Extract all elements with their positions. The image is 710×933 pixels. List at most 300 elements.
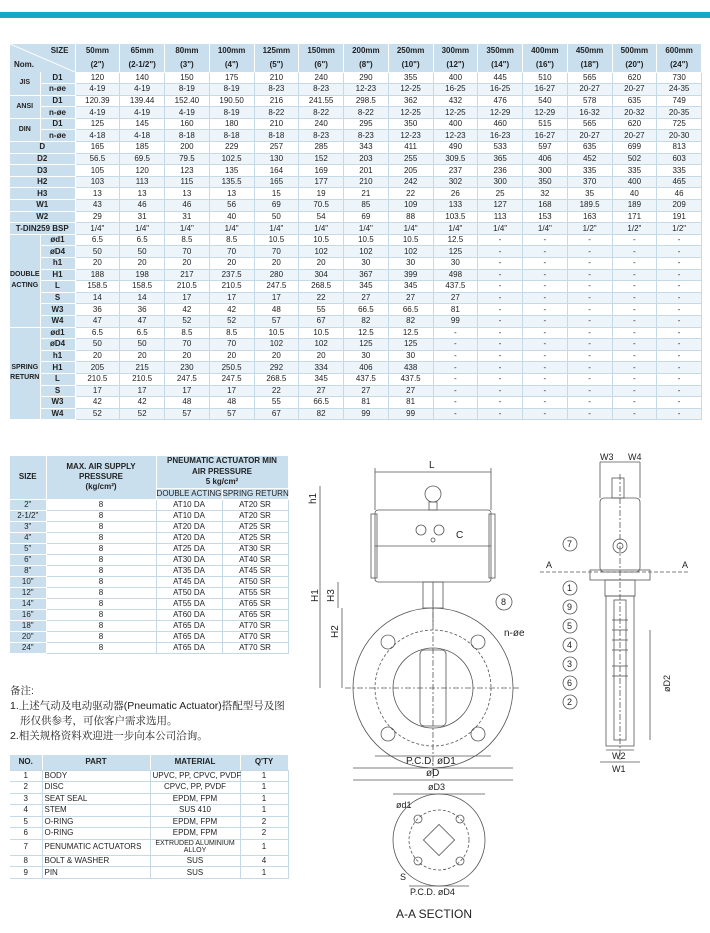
dimension-cell: 247.5 — [254, 281, 299, 293]
size-nom-header — [10, 44, 75, 72]
dimension-cell: - — [657, 315, 702, 327]
act-spring-header: SPRING RETURN — [222, 488, 289, 498]
parts-part-cell: O-RING — [42, 816, 150, 828]
dimension-cell: 603 — [657, 153, 702, 165]
dimension-cell: 36 — [120, 304, 165, 316]
row-group-label: SPRING RETURN — [10, 327, 40, 420]
dimension-cell: 749 — [657, 95, 702, 107]
dimension-cell: 85 — [344, 200, 389, 212]
dimension-cell: 813 — [657, 142, 702, 154]
parts-material-cell: EXTRUDED ALUMINIUM ALLOY — [150, 839, 240, 855]
actuator-pressure-cell: 8 — [46, 587, 156, 598]
dimension-cell: - — [567, 397, 612, 409]
dimension-cell: 438 — [388, 362, 433, 374]
dimension-cell: 46 — [165, 200, 210, 212]
actuator-size-cell: 5" — [10, 543, 46, 554]
dimension-cell: 66.5 — [299, 397, 344, 409]
dimension-cell: 103.5 — [433, 211, 478, 223]
actuator-da-cell: AT65 DA — [156, 620, 222, 631]
dimension-row — [10, 130, 702, 142]
callout-4: 4 — [567, 640, 573, 650]
dimension-cell: - — [612, 397, 657, 409]
nom-header: Nom. — [14, 60, 34, 69]
dimension-cell: 30 — [388, 350, 433, 362]
section-A-left: A — [546, 560, 553, 570]
dimension-cell: 4-19 — [75, 107, 120, 119]
dimension-cell: 400 — [612, 176, 657, 188]
dimension-cell: 103 — [75, 176, 120, 188]
actuator-size-cell: 14" — [10, 598, 46, 609]
act-actuator-header — [156, 456, 288, 488]
size-mm-header: 450mm — [567, 44, 612, 58]
dimension-row — [10, 281, 702, 293]
dimension-cell: 20 — [165, 350, 210, 362]
dimension-row — [10, 269, 702, 281]
dimension-cell: 120.39 — [75, 95, 120, 107]
side-shaft-top — [612, 478, 624, 498]
dimension-cell: - — [612, 362, 657, 374]
actuator-size-cell: 3" — [10, 521, 46, 532]
dim-L: L — [429, 460, 435, 471]
dimension-cell: 69.5 — [120, 153, 165, 165]
row-label: S — [40, 385, 75, 397]
dimension-cell: - — [657, 292, 702, 304]
dimension-cell: - — [567, 234, 612, 246]
dimension-cell: - — [523, 362, 568, 374]
dimension-cell: 43 — [75, 200, 120, 212]
dimension-cell: 8-23 — [254, 84, 299, 96]
actuator-sr-cell: AT65 SR — [222, 609, 288, 620]
dimension-cell: - — [612, 350, 657, 362]
dimension-cell: 540 — [523, 95, 568, 107]
dimension-cell: 620 — [612, 118, 657, 130]
dimension-cell: - — [657, 385, 702, 397]
size-mm-header: 150mm — [299, 44, 344, 58]
dimension-row — [10, 408, 702, 420]
note-1: 1.上述气动及电动驱动器(Pneumatic Actuator)搭配型号及图 — [10, 699, 285, 712]
dimension-cell: - — [478, 315, 523, 327]
parts-no-cell: 7 — [10, 839, 42, 855]
dimension-cell: 406 — [344, 362, 389, 374]
size-in-header: (8") — [344, 58, 389, 72]
dimension-cell: 8-23 — [299, 84, 344, 96]
dimension-cell: 209 — [657, 200, 702, 212]
dimension-cell: 452 — [567, 153, 612, 165]
dimension-cell: 81 — [344, 397, 389, 409]
dimension-cell: - — [523, 397, 568, 409]
dimension-cell: 8-19 — [209, 84, 254, 96]
parts-material-header: MATERIAL — [150, 755, 240, 770]
dimension-cell: 190.50 — [209, 95, 254, 107]
dimension-cell: 125 — [388, 339, 433, 351]
size-in-header: (4") — [209, 58, 254, 72]
parts-qty-cell: 2 — [240, 816, 288, 828]
parts-no-header: NO. — [10, 755, 42, 770]
dimension-cell: 21 — [344, 188, 389, 200]
dimension-cell: 47 — [120, 315, 165, 327]
parts-part-cell: STEM — [42, 805, 150, 817]
dimension-cell: 406 — [523, 153, 568, 165]
parts-material-cell: SUS — [150, 867, 240, 879]
dimension-cell: 66.5 — [388, 304, 433, 316]
section-title: A-A SECTION — [396, 907, 473, 921]
size-mm-header: 50mm — [75, 44, 120, 58]
act-pressure-header — [46, 456, 156, 499]
dimension-cell: 56 — [209, 200, 254, 212]
dimension-cell: - — [478, 234, 523, 246]
dimension-cell: 370 — [567, 176, 612, 188]
dimension-cell: - — [523, 385, 568, 397]
air-port-left — [416, 525, 426, 535]
dimension-cell: 268.5 — [254, 373, 299, 385]
dimension-cell: 188 — [75, 269, 120, 281]
act-pressure-title: MAX. AIR SUPPLY PRESSURE — [66, 461, 136, 482]
dimension-cell: - — [478, 327, 523, 339]
size-header: SIZE — [50, 46, 69, 55]
size-in-header: (16") — [523, 58, 568, 72]
dimension-cell: 4-19 — [120, 84, 165, 96]
parts-material-cell: SUS 410 — [150, 805, 240, 817]
size-in-header: (2") — [75, 58, 120, 72]
shaft-top — [429, 502, 437, 510]
dimension-cell: 140 — [120, 72, 165, 84]
dimension-cell: 16-23 — [478, 130, 523, 142]
section-view — [393, 782, 485, 921]
parts-row — [10, 782, 288, 794]
actuator-row — [10, 598, 288, 609]
parts-material-cell: EPDM, FPM — [150, 816, 240, 828]
dimension-cell: - — [657, 281, 702, 293]
row-label: H1 — [40, 269, 75, 281]
size-in-header: (12") — [433, 58, 478, 72]
dimension-cell: 16-25 — [478, 84, 523, 96]
actuator-da-cell: AT55 DA — [156, 598, 222, 609]
row-label: W4 — [40, 315, 75, 327]
dimension-cell: 22 — [299, 292, 344, 304]
actuator-size-cell: 10" — [10, 576, 46, 587]
size-in-header: (14") — [478, 58, 523, 72]
actuator-pressure-cell: 8 — [46, 499, 156, 510]
dimension-cell: 1/4" — [165, 223, 210, 235]
dimension-cell: 82 — [388, 315, 433, 327]
dimension-cell: 304 — [299, 269, 344, 281]
dimension-cell: 10.5 — [299, 234, 344, 246]
dimension-cell: 56.5 — [75, 153, 120, 165]
callout-9: 9 — [567, 602, 573, 612]
row-label: n-øe — [40, 130, 75, 142]
dimension-cell: 8-23 — [344, 130, 389, 142]
parts-material-cell: CPVC, PP, PVDF — [150, 782, 240, 794]
dimension-cell: 42 — [209, 304, 254, 316]
dimension-cell: 300 — [478, 176, 523, 188]
dimension-row — [10, 397, 702, 409]
dimension-cell: 445 — [478, 72, 523, 84]
dimension-cell: 620 — [612, 72, 657, 84]
parts-no-cell: 6 — [10, 828, 42, 840]
dimension-row — [10, 200, 702, 212]
dimension-cell: 437.5 — [344, 373, 389, 385]
actuator-sr-cell: AT70 SR — [222, 642, 288, 653]
dimension-cell: - — [478, 362, 523, 374]
dimension-row — [10, 327, 702, 339]
dimension-cell: 335 — [612, 165, 657, 177]
dimension-cell: 597 — [523, 142, 568, 154]
dimension-cell: 12.5 — [433, 234, 478, 246]
dimension-cell: 47 — [75, 315, 120, 327]
row-label: D1 — [40, 95, 75, 107]
dimension-cell: - — [657, 246, 702, 258]
dimension-cell: 8-19 — [165, 84, 210, 96]
dimension-row — [10, 223, 702, 235]
dimension-cell: 50 — [75, 339, 120, 351]
parts-row — [10, 867, 288, 879]
row-label: W3 — [40, 304, 75, 316]
actuator-row — [10, 620, 288, 631]
dimension-cell: 102 — [254, 339, 299, 351]
dimension-cell: 102.5 — [209, 153, 254, 165]
actuator-pressure-cell: 8 — [46, 521, 156, 532]
dimension-cell: 236 — [478, 165, 523, 177]
dimension-cell: 153 — [523, 211, 568, 223]
note-1-cont: 形仅供参考，可依客户需求选用。 — [20, 714, 178, 727]
dimension-cell: 725 — [657, 118, 702, 130]
actuator-size-cell: 2" — [10, 499, 46, 510]
dimension-cell: 130 — [254, 153, 299, 165]
dimension-cell: 12.5 — [388, 327, 433, 339]
dimension-cell: - — [478, 246, 523, 258]
header-accent-bar — [0, 12, 710, 18]
size-mm-header: 350mm — [478, 44, 523, 58]
dimension-cell: 335 — [657, 165, 702, 177]
dimension-cell: 8.5 — [165, 327, 210, 339]
dimension-cell: 201 — [344, 165, 389, 177]
dimension-cell: 46 — [120, 200, 165, 212]
dimension-cell: 290 — [344, 72, 389, 84]
dimension-cell: 82 — [344, 315, 389, 327]
dimension-cell: 40 — [209, 211, 254, 223]
parts-qty-cell: 1 — [240, 867, 288, 879]
dimension-cell: 216 — [254, 95, 299, 107]
dimension-cell: - — [567, 385, 612, 397]
dimension-cell: 16-25 — [433, 84, 478, 96]
actuator-da-cell: AT10 DA — [156, 510, 222, 521]
dimension-cell: - — [523, 292, 568, 304]
size-mm-header: 300mm — [433, 44, 478, 58]
dimension-cell: 198 — [120, 269, 165, 281]
dimension-cell: 350 — [388, 118, 433, 130]
dimension-cell: 35 — [567, 188, 612, 200]
row-label: n-øe — [40, 107, 75, 119]
actuator-sr-cell: AT25 SR — [222, 521, 288, 532]
dimension-cell: 635 — [612, 95, 657, 107]
dimension-cell: 164 — [254, 165, 299, 177]
size-mm-header: 125mm — [254, 44, 299, 58]
dimension-cell: - — [567, 269, 612, 281]
dimension-cell: 13 — [165, 188, 210, 200]
dimension-cell: - — [433, 385, 478, 397]
dim-S: S — [400, 872, 407, 882]
size-in-header: (10") — [388, 58, 433, 72]
actuator-size-cell: 6" — [10, 554, 46, 565]
dimension-cell: 135.5 — [209, 176, 254, 188]
dimension-cell: 36 — [75, 304, 120, 316]
dim-od3: øD3 — [428, 782, 446, 792]
dimension-cell: 298.5 — [344, 95, 389, 107]
dimension-cell: 133 — [433, 200, 478, 212]
dimension-cell: 13 — [120, 188, 165, 200]
dimension-cell: 120 — [120, 165, 165, 177]
dimension-cell: 203 — [344, 153, 389, 165]
parts-material-cell: UPVC, PP, CPVC, PVDF — [150, 770, 240, 782]
dimension-cell: 20-30 — [657, 130, 702, 142]
row-label: h1 — [40, 258, 75, 270]
dimension-cell: 30 — [388, 258, 433, 270]
dimension-cell: 50 — [75, 246, 120, 258]
dimension-row — [10, 258, 702, 270]
size-mm-header: 65mm — [120, 44, 165, 58]
dimension-cell: 515 — [523, 118, 568, 130]
actuator-da-cell: AT20 DA — [156, 532, 222, 543]
dimension-cell: 139.44 — [120, 95, 165, 107]
dimension-cell: 533 — [478, 142, 523, 154]
dimension-cell: 27 — [433, 292, 478, 304]
dimension-cell: 67 — [254, 408, 299, 420]
dimension-cell: 69 — [254, 200, 299, 212]
dimension-cell: 1/2" — [567, 223, 612, 235]
row-label: D2 — [10, 153, 75, 165]
size-mm-header: 600mm — [657, 44, 702, 58]
dimension-cell: - — [478, 350, 523, 362]
dimension-cell: 160 — [165, 118, 210, 130]
row-group-label: JIS — [10, 72, 40, 95]
dimension-cell: 334 — [299, 362, 344, 374]
parts-material-cell: EPDM, FPM — [150, 828, 240, 840]
dimension-cell: 210 — [254, 72, 299, 84]
actuator-pressure-cell: 8 — [46, 598, 156, 609]
dimension-cell: 20 — [120, 350, 165, 362]
dimension-table — [10, 44, 702, 420]
actuator-row — [10, 631, 288, 642]
actuator-pressure-cell: 8 — [46, 609, 156, 620]
dimension-cell: - — [657, 269, 702, 281]
dimension-cell: 362 — [388, 95, 433, 107]
dimension-cell: 12-25 — [388, 84, 433, 96]
dimension-cell: 32 — [523, 188, 568, 200]
act-pressure-unit: (kg/cm²) — [85, 482, 117, 492]
actuator-pressure-cell: 8 — [46, 565, 156, 576]
dimension-cell: - — [523, 350, 568, 362]
dimension-cell: - — [433, 362, 478, 374]
dimension-cell: - — [567, 304, 612, 316]
dimension-cell: 217 — [165, 269, 210, 281]
dimension-cell: 205 — [388, 165, 433, 177]
dimension-cell: 152.40 — [165, 95, 210, 107]
parts-row — [10, 839, 288, 855]
dimension-cell: 1/4" — [75, 223, 120, 235]
dimension-cell: 280 — [254, 269, 299, 281]
dimension-cell: 12-23 — [433, 130, 478, 142]
dimension-cell: 730 — [657, 72, 702, 84]
dimension-cell: 1/4" — [388, 223, 433, 235]
dimension-cell: 165 — [254, 176, 299, 188]
dimension-cell: 19 — [299, 188, 344, 200]
dimension-cell: 20-32 — [612, 107, 657, 119]
parts-qty-cell: 1 — [240, 839, 288, 855]
actuator-pressure-cell: 8 — [46, 532, 156, 543]
dimension-cell: 345 — [388, 281, 433, 293]
dimension-cell: 169 — [299, 165, 344, 177]
dimension-cell: - — [567, 246, 612, 258]
dimension-cell: 66.5 — [344, 304, 389, 316]
dimension-cell: 4-18 — [120, 130, 165, 142]
actuator-da-cell: AT50 DA — [156, 587, 222, 598]
dimension-cell: - — [567, 327, 612, 339]
actuator-sr-cell: AT65 SR — [222, 598, 288, 609]
dimension-cell: 27 — [344, 385, 389, 397]
dimension-cell: 237.5 — [209, 269, 254, 281]
row-label: ød1 — [40, 327, 75, 339]
parts-no-cell: 5 — [10, 816, 42, 828]
dimension-cell: 150 — [165, 72, 210, 84]
act-actuator-title: PNEUMATIC ACTUATOR MIN AIR PRESSURE — [167, 456, 277, 476]
act-actuator-unit: 5 kg/cm² — [205, 476, 239, 486]
actuator-da-cell: AT35 DA — [156, 565, 222, 576]
dimension-cell: - — [523, 258, 568, 270]
dimension-cell: 6.5 — [75, 327, 120, 339]
dimension-cell: 210.5 — [120, 373, 165, 385]
actuator-da-cell: AT10 DA — [156, 499, 222, 510]
dimension-cell: 22 — [254, 385, 299, 397]
dimension-cell: 52 — [120, 408, 165, 420]
actuator-size-cell: 4" — [10, 532, 46, 543]
actuator-sr-cell: AT25 SR — [222, 532, 288, 543]
dimension-cell: 135 — [209, 165, 254, 177]
dimension-cell: 241.55 — [299, 95, 344, 107]
dimension-cell: 16-27 — [523, 130, 568, 142]
size-in-header: (2-1/2") — [120, 58, 165, 72]
actuator-sr-cell: AT50 SR — [222, 576, 288, 587]
dimension-cell: 8-18 — [254, 130, 299, 142]
dimension-cell: - — [523, 339, 568, 351]
dimension-cell: 1/4" — [478, 223, 523, 235]
dimension-cell: 102 — [299, 246, 344, 258]
air-port-right — [434, 525, 444, 535]
row-label: D3 — [10, 165, 75, 177]
dimension-cell: - — [612, 408, 657, 420]
dim-W2: W2 — [612, 751, 626, 761]
actuator-pressure-cell: 8 — [46, 631, 156, 642]
dimension-cell: 1/2" — [657, 223, 702, 235]
dimension-cell: 20 — [299, 258, 344, 270]
actuator-da-cell: AT65 DA — [156, 631, 222, 642]
dimension-cell: 20-35 — [657, 107, 702, 119]
dimension-row — [10, 292, 702, 304]
dimension-cell: 158.5 — [75, 281, 120, 293]
dimension-cell: 48 — [254, 304, 299, 316]
dimension-cell: 52 — [165, 315, 210, 327]
row-group-label: ANSI — [10, 95, 40, 118]
actuator-da-cell: AT25 DA — [156, 543, 222, 554]
parts-part-header: PART — [42, 755, 150, 770]
dimension-cell: 460 — [478, 118, 523, 130]
parts-row — [10, 828, 288, 840]
dimension-cell: 20 — [254, 350, 299, 362]
dimension-cell: 17 — [165, 385, 210, 397]
callout-5: 5 — [567, 621, 573, 631]
front-view — [308, 460, 525, 780]
dimension-cell: 88 — [388, 211, 433, 223]
dimension-cell: 8-19 — [209, 107, 254, 119]
